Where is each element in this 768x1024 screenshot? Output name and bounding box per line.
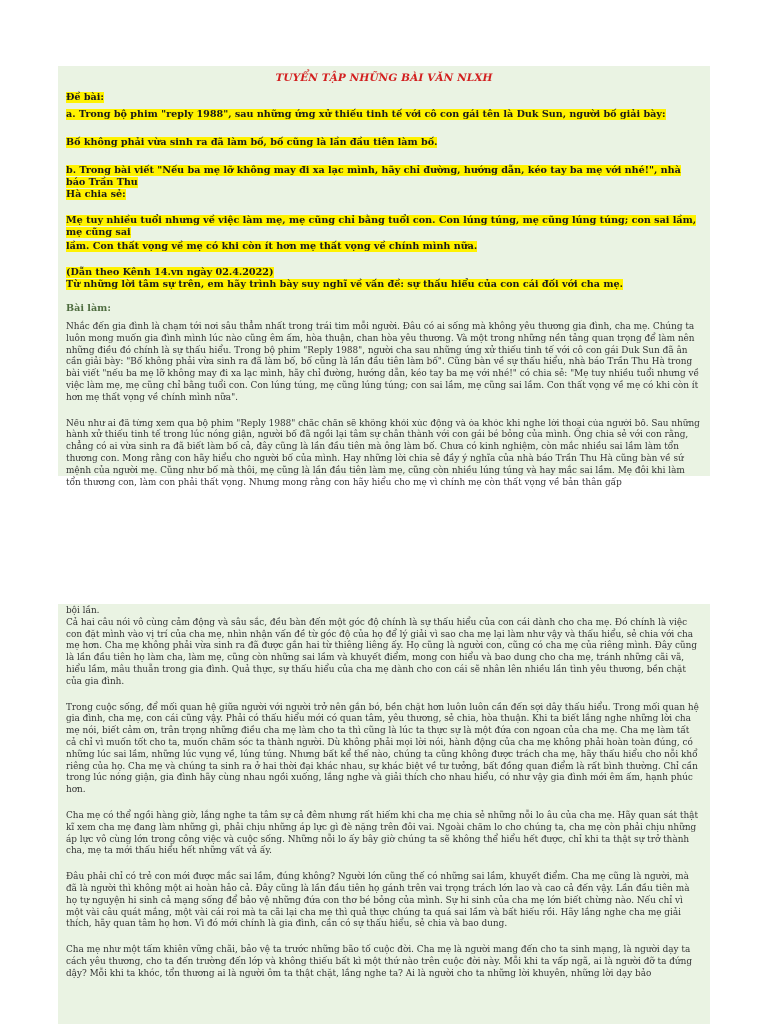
prompt-b-quote-2: lầm. Con thất vọng về mẹ có khi còn ít hơn mẹ thất vọng về chính mình nữa. <box>66 241 478 252</box>
essay-paragraph-2: Nếu như ai đã từng xem qua bộ phim "Reply 1988" chắc chắn sẽ không khỏi xúc động và òa khóc khi nghe lời thoại của người bố. Sau những hành xử thiếu tinh tế trong lúc nóng giận, người bố đã ngồi lại tâm sự chân thành với con gái bé bỏng của mình. Ông chia sẻ với con rằng, chẳng có ai vừa sinh ra đã biết làm bố cả, đây cũng là lần đầu tiên mà ông làm bố. Chưa có kinh nghiệm, còn mắc nhiều sai lầm làm tổn thương con. Mong rằng con hãy hiểu cho người bố của mình. Hay những lời chia sẻ đầy ý nghĩa của nhà báo Trần Thu Hà cũng bàn về sứ mệnh của người mẹ. Cũng như bố mà thôi, mẹ cũng là lần đầu tiên làm mẹ, cũng còn nhiều lúng túng và hay mắc sai lầm. Mẹ đôi khi làm tổn thương con, làm con phải thất vọng. Nhưng mong rằng con hãy hiểu cho mẹ vì chính mẹ còn thất vọng về bản thân gấp <box>66 418 700 488</box>
prompt-b-intro-1: b. Trong bài viết "Nếu ba mẹ lỡ không may đi xa lạc mình, hãy chỉ đường, hướng dẫn, kéo tay ba mẹ với nhé!", nhà báo Trần Thu <box>66 165 681 188</box>
prompt-task: Từ những lời tâm sự trên, em hãy trình bày suy nghĩ về vấn đề: sự thấu hiểu của con cái đối với cha mẹ. <box>66 279 623 290</box>
prompt-b-intro-2: Hà chia sẻ: <box>66 189 126 200</box>
essay-paragraph-4: Trong cuộc sống, để mối quan hệ giữa người với người trở nên gắn bó, bền chặt hơn luôn luôn cần đến sợi dây thấu hiểu. Trong mối quan hệ gia đình, cha mẹ, con cái cũng vậy. Phải có thấu hiểu mới có quan tâm, yêu thương, sẻ chia, hòa thuận. Khi ta biết lắng nghe những lời cha mẹ nói, biết cảm ơn, trân trọng những điều cha mẹ làm cho ta thì cũng là lúc ta thực sự là một đứa con ngoan của cha mẹ. Cha mẹ làm tất cả chỉ vì muốn tốt cho ta, muốn chăm sóc ta thành người. Dù không phải mọi lời nói, hành động của cha mẹ không phải hoàn toàn đúng, có những lúc sai lầm, những lúc vụng về, lúng túng. Nhưng bất kể thế nào, chúng ta cũng không được trách cha mẹ, hãy thấu hiểu cho nỗi khổ riêng của họ. Cha mẹ và chúng ta sinh ra ở hai thời đại khác nhau, sự khác biệt về tư tưởng, bất đồng quan điểm là rất bình thường. Chỉ cần trong lúc nóng giận, gia đình hãy cùng nhau ngồi xuống, lắng nghe và giải thích cho nhau hiểu, có như vậy gia đình mới êm ấm, hạnh phúc hơn. <box>66 702 699 796</box>
document-title: TUYỂN TẬP NHỮNG BÀI VĂN NLXH <box>275 72 493 84</box>
essay-paragraph-1: Nhắc đến gia đình là chạm tới nơi sâu thẳm nhất trong trái tim mỗi người. Đâu có ai sống mà không yêu thương gia đình, cha mẹ. Chúng ta luôn mong muốn gia đình mình lúc nào cũng êm ấm, hòa thuận, chan hòa yêu thương. Và một trong những nền tảng quan trọng để làm nên những điều đó chính là sự thấu hiểu. Trong bộ phim "Reply 1988", người cha sau những ứng xử thiếu tinh tế với cô con gái Duk Sun đã ân cần giải bày: "Bố không phải vừa sinh ra đã làm bố, bố cũng là lần đầu tiên làm bố". Cũng bàn về sự thấu hiểu, nhà báo Trần Thu Hà trong bài viết "nếu ba mẹ lỡ không may đi xa lạc mình, hãy chỉ đường, hướng dẫn, kéo tay ba mẹ với nhé!" có chia sẻ: "Mẹ tuy nhiều tuổi nhưng về việc làm mẹ, mẹ cũng chỉ bằng tuổi con. Con lúng túng, mẹ cũng lúng túng; con sai lầm, mẹ cũng sai lầm. Con thất vọng về mẹ có khi còn ít hơn mẹ thất vọng về chính mình nữa". <box>66 322 699 403</box>
page-bottom <box>58 604 710 1024</box>
prompt-a-quote: Bố không phải vừa sinh ra đã làm bố, bố cũng là lần đầu tiên làm bố. <box>66 137 438 148</box>
prompt-label: Đề bài: <box>66 92 104 103</box>
prompt-b-quote-1: Mẹ tuy nhiều tuổi nhưng về việc làm mẹ, mẹ cũng chỉ bằng tuổi con. Con lúng túng, mẹ cũng lúng túng; con sai lầm, mẹ cũng sai <box>66 215 697 238</box>
essay-label: Bài làm: <box>66 303 111 314</box>
essay-paragraph-2-end: bội lần. <box>66 606 100 616</box>
essay-paragraph-3: Cả hai câu nói vô cùng cảm động và sâu sắc, đều bàn đến một góc độ chính là sự thấu hiểu của con cái dành cho cha mẹ. Đó chính là việc con đặt mình vào vị trí của cha mẹ, nhìn nhận vấn đề từ góc độ của họ để lý giải vì sao cha mẹ lại làm như vậy và thấu hiểu, sẻ chia với cha mẹ hơn. Cha mẹ không phải vừa sinh ra đã được gắn hai từ thiêng liêng ấy. Họ cũng là người con, cũng có cha mẹ của riêng mình. Đây cũng là lần đầu tiên họ làm cha, làm mẹ, cũng còn những sai lầm và khuyết điểm, mong con hiểu và bao dung cho cha mẹ, tránh những cãi vã, hiểu lầm, mâu thuẫn trong gia đình. Quả thực, sự thấu hiểu của cha mẹ dành cho con cái sẽ nhân lên nhiều lần tình yêu thương, bền chặt của gia đình. <box>66 617 698 687</box>
essay-paragraph-6: Đâu phải chỉ có trẻ con mới được mắc sai lầm, đúng không? Người lớn cũng thế có những sai lầm, khuyết điểm. Cha mẹ cũng là người, mà đã là người thì không một ai hoàn hảo cả. Đây cũng là lần đầu tiên họ gánh trên vai trọng trách lớn lao và cao cả đến vậy. Lần đầu tiên mà họ tự nguyện hi sinh cả mạng sống để bảo vệ những đứa con thơ bé bỏng của mình. Sự hi sinh của cha mẹ lớn biết chừng nào. Nếu chỉ vì một vài câu quát mắng, một vài cái roi mà ta cãi lại cha mẹ thì quả thực chúng ta quá sai lầm và bất hiếu rồi. Hãy lắng nghe cha mẹ giải thích, hãy quan tâm họ hơn. Vì đó mới chính là gia đình, cần có sự thấu hiểu, sẻ chia và bao dung. <box>66 872 690 930</box>
essay-paragraph-7: Cha mẹ như một tấm khiên vững chãi, bảo vệ ta trước những bão tố cuộc đời. Cha mẹ là người mang đến cho ta sinh mạng, là người dạy ta cách yêu thương, cho ta đến trường đến lớp và không thiếu bất kì một thứ nào trên cuộc đời này. Mỗi khi ta vấp ngã, ai là người đỡ ta đứng dậy? Mỗi khi ta khóc, tổn thương ai là người ôm ta thật chặt, lắng nghe ta? Ai là người cho ta những lời khuyên, những lời dạy bảo <box>66 945 693 979</box>
prompt-source: (Dẫn theo Kênh 14.vn ngày 02.4.2022) <box>66 267 274 278</box>
essay-paragraph-5: Cha mẹ có thể ngồi hàng giờ, lắng nghe ta tâm sự cả đêm nhưng rất hiếm khi cha mẹ chia sẻ những nỗi lo âu của cha mẹ. Hãy quan sát thật kĩ xem cha mẹ đang làm những gì, phải chịu những áp lực gì đè nặng trên đôi vai. Ngoài chăm lo cho chúng ta, cha mẹ còn phải chịu những áp lực vô cùng lớn trong công việc và cuộc sống. Những nỗi lo ấy bây giờ chúng ta sẽ không thể hiểu hết được, chỉ khi ta thật sự trở thành cha, mẹ ta mới thấu hiểu hết những vất vả ấy. <box>66 810 699 857</box>
page-top <box>58 66 710 488</box>
prompt-a-intro: a. Trong bộ phim "reply 1988", sau những ứng xử thiếu tinh tế với cô con gái tên là Duk Sun, người bố giải bày: <box>66 109 666 120</box>
